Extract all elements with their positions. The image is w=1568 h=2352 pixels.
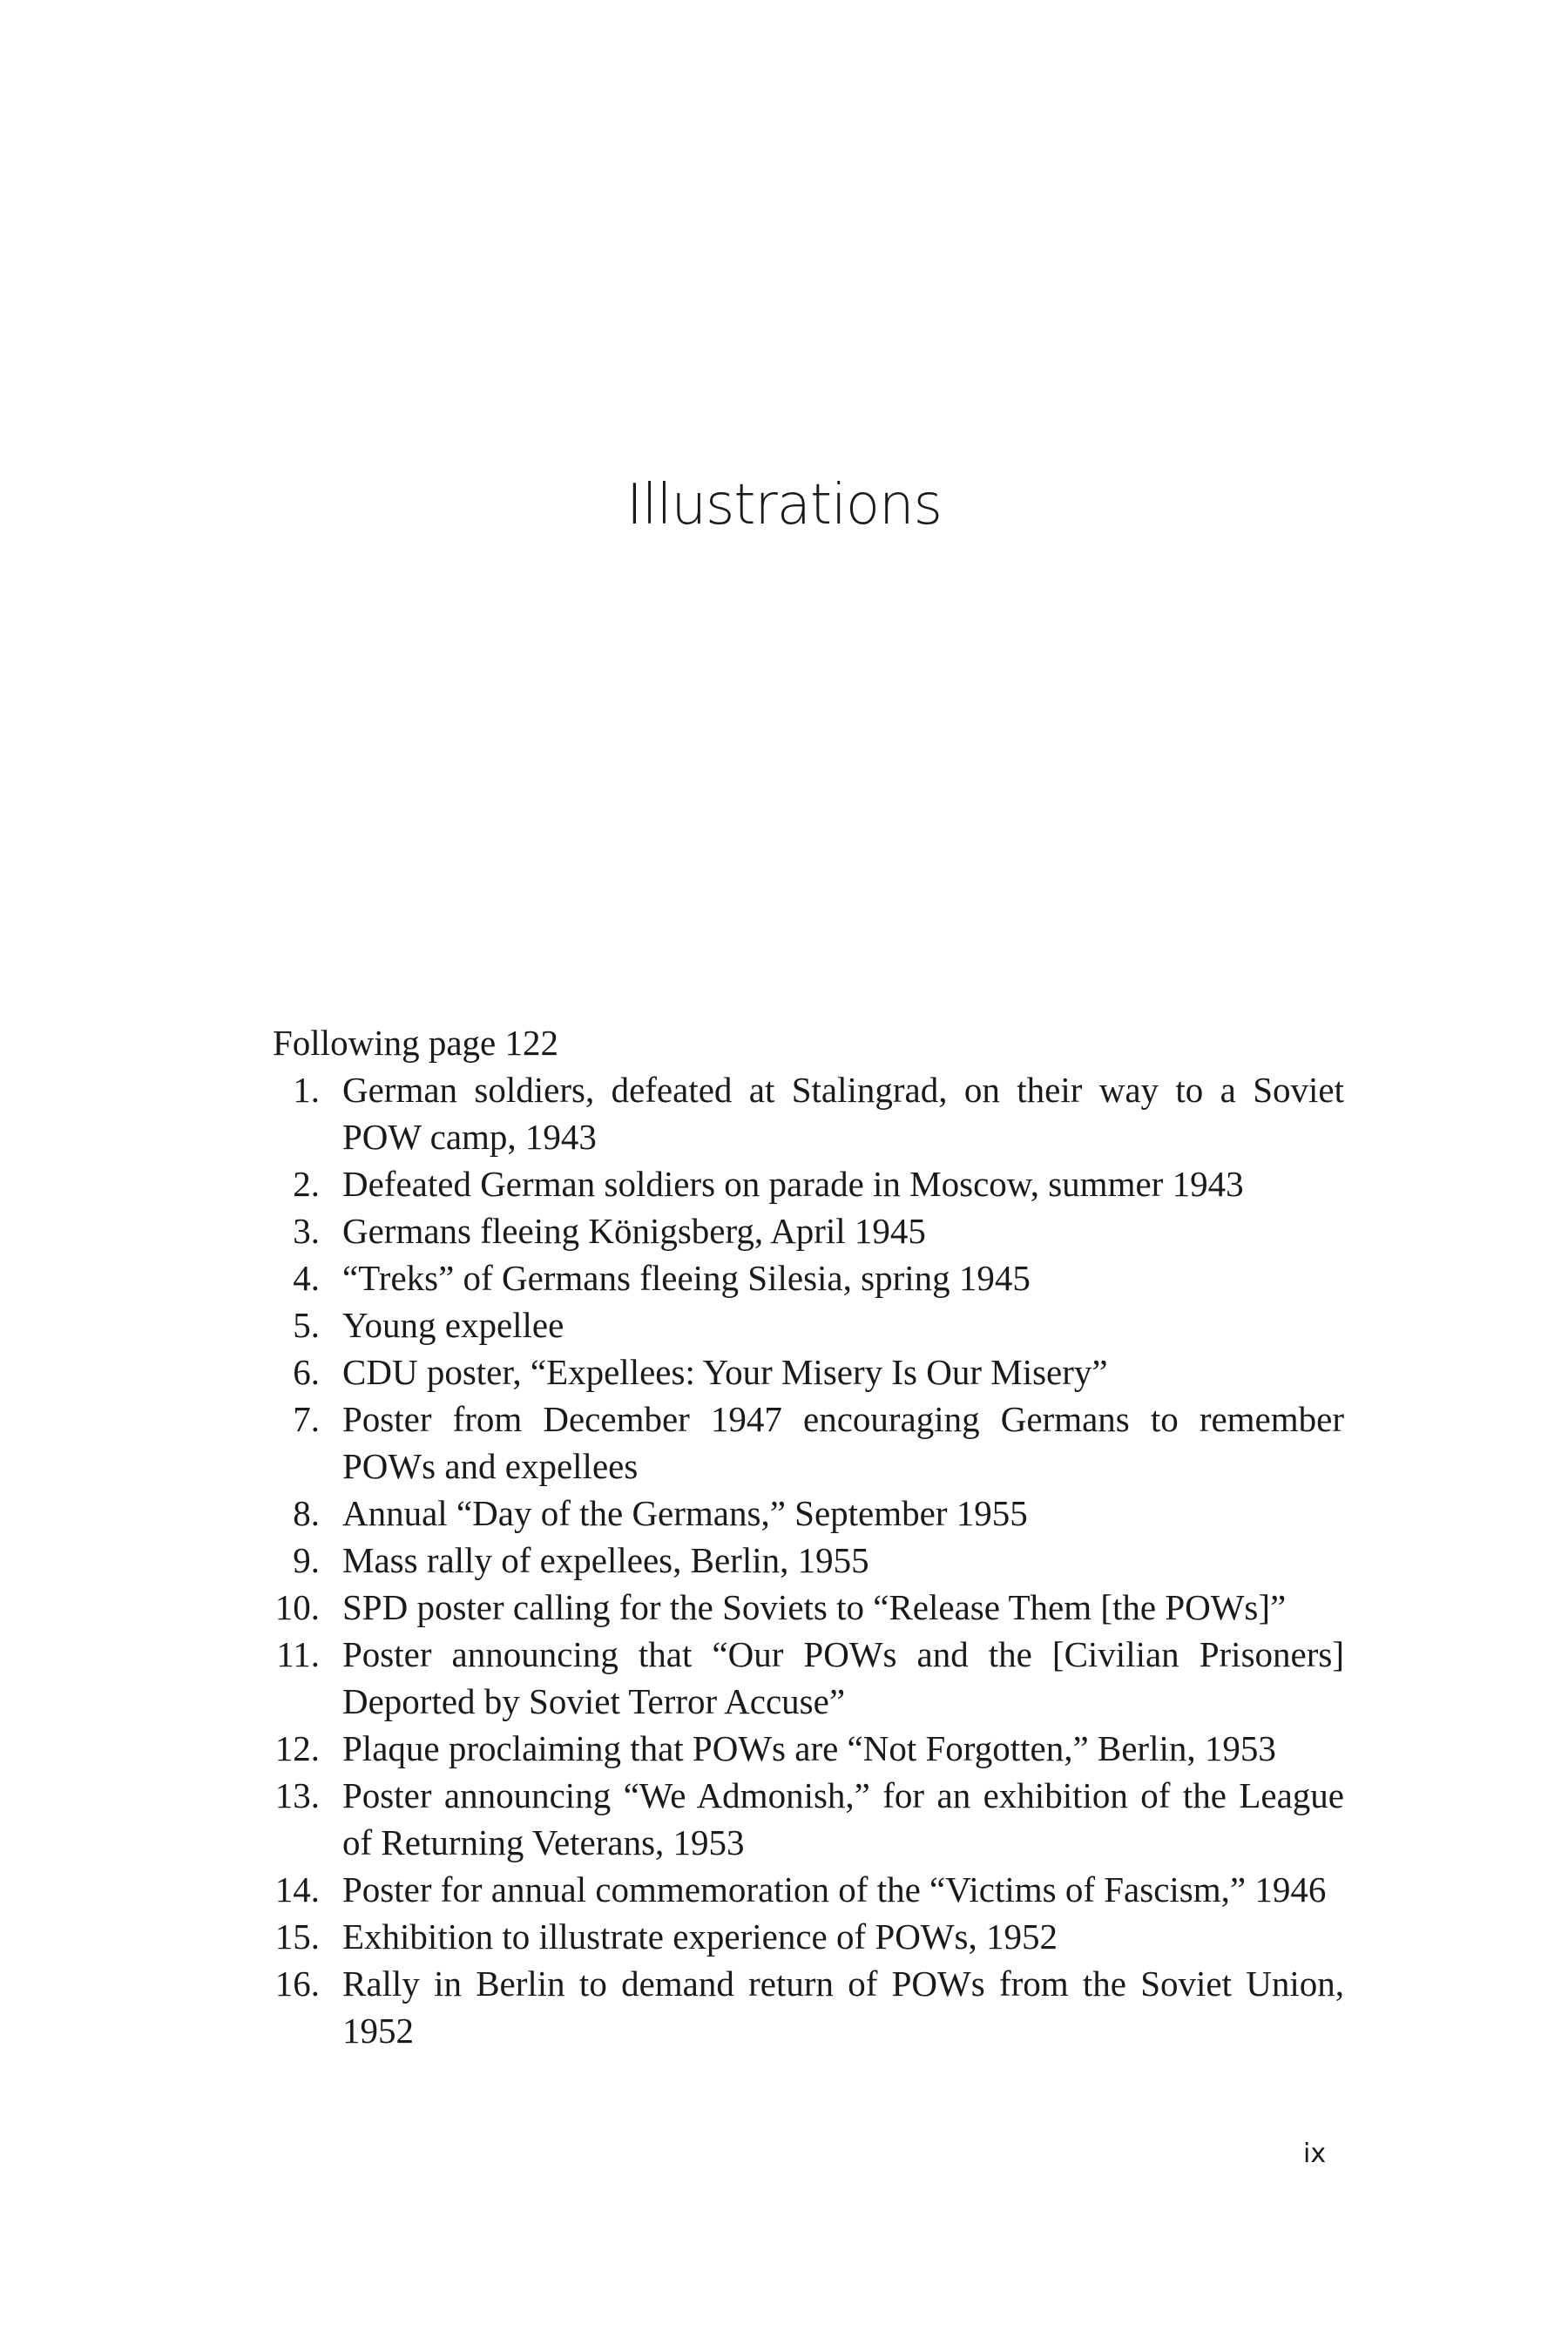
item-number: 3. (293, 1211, 320, 1251)
list-item (273, 1301, 1344, 1348)
item-text: Young expellee (342, 1305, 564, 1345)
item-text: Poster for annual commemoration of the “Victims of Fascism,” 1946 (342, 1869, 1327, 1909)
item-number: 5. (293, 1305, 320, 1345)
item-text: “Treks” of Germans fleeing Silesia, spring 1945 (342, 1258, 1031, 1298)
section-heading: Following page 122 (273, 1023, 558, 1063)
list-item (273, 1066, 1344, 1160)
item-number: 15. (274, 1916, 320, 1957)
item-text: Poster from December 1947 encouraging Germans to remember POWs and expellees (342, 1399, 1344, 1486)
item-number: 4. (293, 1258, 320, 1298)
list-item (273, 1960, 1344, 2054)
item-text: SPD poster calling for the Soviets to “Release Them [the POWs]” (342, 1587, 1287, 1627)
item-number: 7. (293, 1399, 320, 1439)
item-number: 2. (293, 1164, 320, 1204)
list-item (273, 1207, 1344, 1254)
illustrations-list-section (273, 1019, 1344, 2054)
item-number: 1. (293, 1070, 320, 1110)
item-text: CDU poster, “Expellees: Your Misery Is Our Misery” (342, 1352, 1108, 1392)
item-number: 16. (274, 1963, 320, 2004)
list-item (273, 1537, 1344, 1584)
list-item (273, 1725, 1344, 1772)
list-item (273, 1254, 1344, 1301)
list-item (273, 1584, 1344, 1631)
item-number: 12. (274, 1728, 320, 1768)
list-item (273, 1772, 1344, 1866)
list-item (273, 1913, 1344, 1960)
item-number: 11. (276, 1634, 320, 1674)
item-text: Annual “Day of the Germans,” September 1955 (342, 1493, 1028, 1533)
item-text: Defeated German soldiers on parade in Moscow, summer 1943 (342, 1164, 1244, 1204)
item-number: 6. (293, 1352, 320, 1392)
list-item (273, 1160, 1344, 1207)
list-item (273, 1866, 1344, 1913)
item-text: Exhibition to illustrate experience of POWs, 1952 (342, 1916, 1058, 1957)
item-text: Germans fleeing Königsberg, April 1945 (342, 1211, 926, 1251)
item-text: Mass rally of expellees, Berlin, 1955 (342, 1540, 869, 1580)
item-number: 14. (274, 1869, 320, 1909)
item-number: 9. (293, 1540, 320, 1580)
list-item (273, 1348, 1344, 1396)
page-title: Illustrations (626, 472, 942, 537)
page-number: ix (1303, 2139, 1327, 2169)
list-item (273, 1631, 1344, 1725)
item-text: Rally in Berlin to demand return of POWs from the Soviet Union, 1952 (342, 1963, 1344, 2051)
list-item (273, 1396, 1344, 1490)
item-number: 10. (274, 1587, 320, 1627)
item-number: 8. (293, 1493, 320, 1533)
item-text: Plaque proclaiming that POWs are “Not Forgotten,” Berlin, 1953 (342, 1728, 1276, 1768)
item-text: German soldiers, defeated at Stalingrad, on their way to a Soviet POW camp, 1943 (342, 1070, 1344, 1157)
item-number: 13. (274, 1775, 320, 1815)
list-item (273, 1490, 1344, 1537)
item-text: Poster announcing “We Admonish,” for an exhibition of the League of Returning Veterans, 1953 (342, 1775, 1344, 1862)
illustrations-list (273, 1066, 1344, 2054)
item-text: Poster announcing that “Our POWs and the [Civilian Prisoners] Deported by Soviet Terror Accuse” (342, 1634, 1344, 1721)
